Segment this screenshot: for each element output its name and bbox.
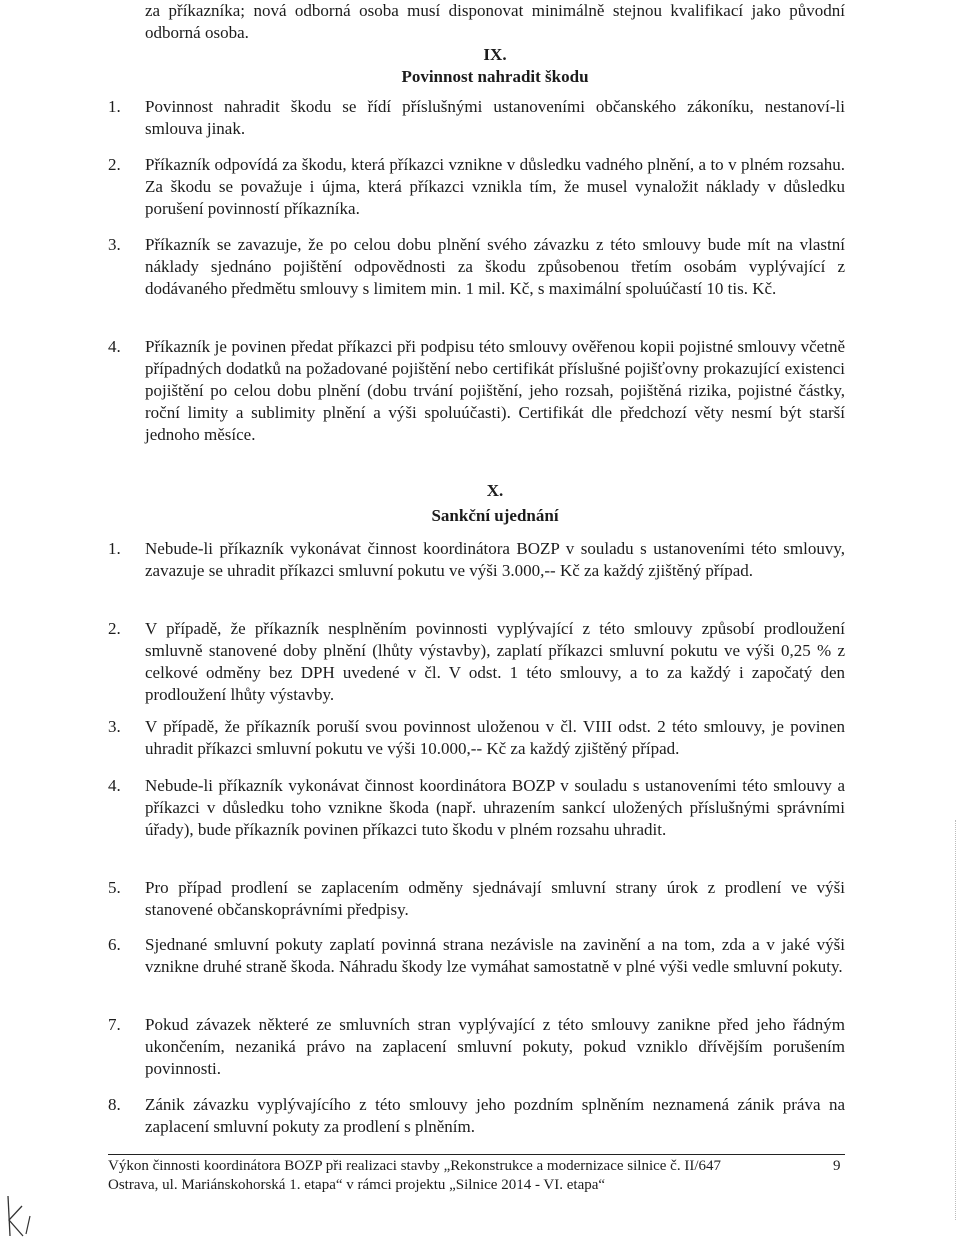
item-text: Pro případ prodlení se zaplacením odměny sjednávají smluvní strany úrok z prodlení ve výši stanovené občanskoprávními předpisy. xyxy=(145,878,845,919)
item-text: Nebude-li příkazník vykonávat činnost koordinátora BOZP v souladu s ustanoveními této smlouvy a příkazci v důsledku toho vznikne škoda (např. uhrazením sankcí uložených příslušnými správními úřady), bude příkazník povinen příkazci tuto škodu v plném rozsahu uhradit. xyxy=(145,776,845,839)
item-number: 2. xyxy=(108,619,121,638)
item-text: Příkazník se zavazuje, že po celou dobu plnění svého závazku z této smlouvy bude mít na vlastní náklady sjednáno pojištění odpovědnosti za škodu způsobenou třetím osobám vyplývající z dodávaného předmětu smlouvy s limitem min. 1 mil. Kč, s maximální spoluúčastí 10 tis. Kč. xyxy=(145,235,845,298)
item-text: Příkazník odpovídá za škodu, která příkazci vznikne v důsledku vadného plnění, a to v plném rozsahu. Za škodu se považuje i újma, která příkazci vznikla tím, že musel vynaložit náklady v důsledku porušení povinností příkazníka. xyxy=(145,155,845,218)
item-number: 7. xyxy=(108,1015,121,1034)
item-text: Sjednané smluvní pokuty zaplatí povinná strana nezávisle na zavinění a na tom, zda a v jaké výši vznikne druhé straně škoda. Náhradu škody lze vymáhat samostatně v plné výši vedle smluvní pokuty. xyxy=(145,935,845,976)
item-number: 1. xyxy=(108,97,121,116)
footer xyxy=(108,1157,808,1195)
item-number: 4. xyxy=(108,337,121,356)
section-9-title: Povinnost nahradit škodu xyxy=(401,67,589,86)
intro-paragraph: za příkazníka; nová odborná osoba musí disponovat minimálně stejnou kvalifikací jako původní odborná osoba. xyxy=(145,1,845,42)
item-text: V případě, že příkazník poruší svou povinnost uloženou v čl. VIII odst. 2 této smlouvy, je povinen uhradit příkazci smluvní pokutu ve výši 10.000,-- Kč za každý zjištěný případ. xyxy=(145,717,845,758)
item-text: Nebude-li příkazník vykonávat činnost koordinátora BOZP v souladu s ustanoveními této smlouvy, zavazuje se uhradit příkazci smluvní pokutu ve výši 3.000,-- Kč za každý zjištěný případ. xyxy=(145,539,845,580)
scan-edge-mark xyxy=(955,820,957,1220)
section-10-number: X. xyxy=(486,481,504,500)
item-text: V případě, že příkazník nesplněním povinnosti vyplývající z této smlouvy způsobí prodloužení smluvně stanovené doby plnění (lhůty výstavby), zaplatí příkazci smluvní pokutu ve výši 0,25 % z celkové odměny bez DPH uvedené v čl. V odst. 1 této smlouvy, a to za každý i započatý den prodloužení lhůty výstavby. xyxy=(145,619,845,704)
item-number: 5. xyxy=(108,878,121,897)
item-text: Pokud závazek některé ze smluvních stran vyplývající z této smlouvy zanikne před jeho řádným ukončením, nezaniká právo na zaplacení smluvní pokuty, pokud vzniklo dřívějším porušením povinnosti. xyxy=(145,1015,845,1078)
item-number: 6. xyxy=(108,935,121,954)
item-number: 4. xyxy=(108,776,121,795)
footer-divider xyxy=(108,1154,845,1155)
page-number: 9 xyxy=(833,1158,841,1174)
footer-line-2: Ostrava, ul. Mariánskohorská 1. etapa“ v rámci projektu „Silnice 2014 - VI. etapa“ xyxy=(108,1177,606,1193)
item-number: 2. xyxy=(108,155,121,174)
item-text: Příkazník je povinen předat příkazci při podpisu této smlouvy ověřenou kopii pojistné smlouvy včetně případných dodatků na požadované pojištění nebo certifikát příslušné pojišťovny prokazující existenci pojištění po celou dobu plnění (dobu trvání pojištění, jeho rozsah, pojištěná rizika, pojistné částky, roční limity a sublimity plnění a výši spoluúčasti). Certifikát dle předchozí věty nesmí být starší jednoho měsíce. xyxy=(145,337,845,444)
handwritten-initials xyxy=(0,1190,40,1240)
item-text: Zánik závazku vyplývajícího z této smlouvy jeho pozdním splněním neznamená zánik práva na zaplacení smluvní pokuty za prodlení s plněním. xyxy=(145,1095,845,1136)
item-number: 3. xyxy=(108,717,121,736)
item-text: Povinnost nahradit škodu se řídí příslušnými ustanoveními občanského zákoníku, nestanoví-li smlouva jinak. xyxy=(145,97,845,138)
section-10-title: Sankční ujednání xyxy=(431,506,559,525)
item-number: 3. xyxy=(108,235,121,254)
item-number: 1. xyxy=(108,539,121,558)
section-9-number: IX. xyxy=(483,45,507,64)
footer-line-1: Výkon činnosti koordinátora BOZP při realizaci stavby „Rekonstrukce a modernizace silnice č. II/647 xyxy=(108,1158,722,1174)
item-number: 8. xyxy=(108,1095,121,1114)
